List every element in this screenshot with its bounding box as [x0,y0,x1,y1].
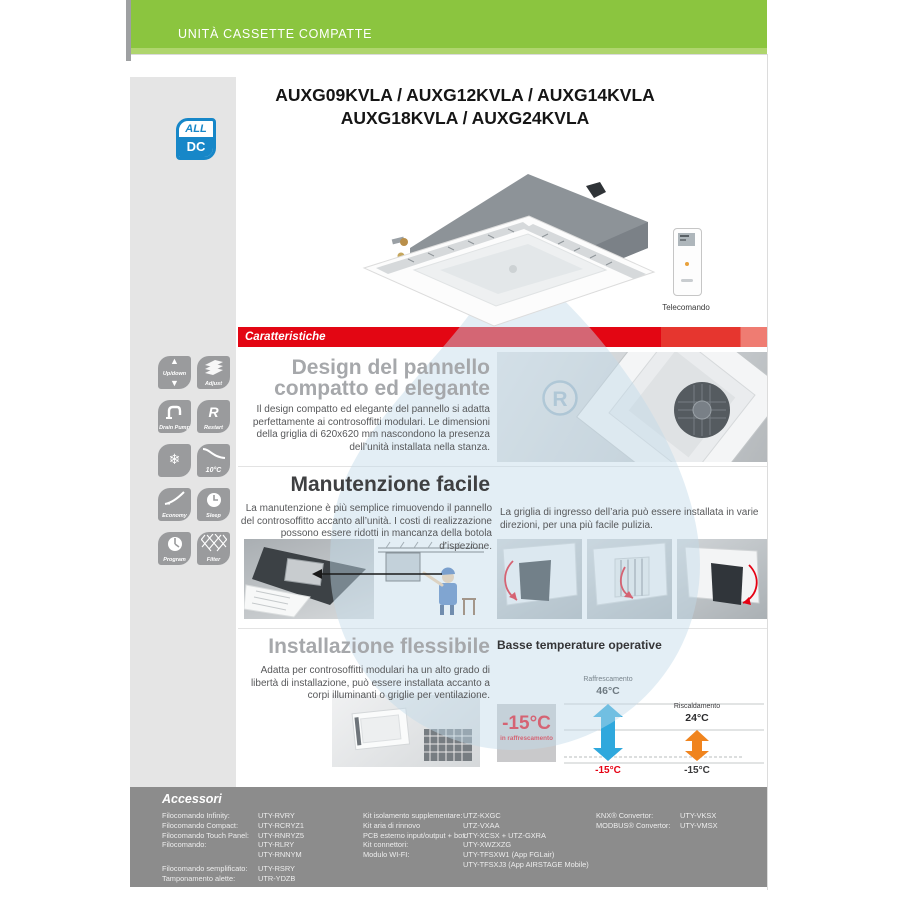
heating-max-label: 24°C [685,712,709,724]
category-title: UNITÀ CASSETTE COMPATTE [178,27,373,41]
remote-button-secondary [681,279,693,282]
installation-body: Adatta per controsoffitti modulari ha un alto grado di libertà di installazione, può essere installata accanto a corpi illuminanti o griglie per ventilazione. [250,665,490,702]
section-installation [238,628,767,783]
accessories-column-2 [363,811,589,870]
design-heading: Design del pannello compatto ed elegante [274,356,490,400]
accessory-code: UTY-TFSXW1 (App FGLair) [463,850,555,860]
accessory-row [162,840,304,850]
all-dc-badge-all: ALL [185,123,207,135]
accessory-label: Filocomando semplificato: [162,863,248,873]
accessory-label: Filocomando Infinity: [162,811,230,820]
maintenance-heading: Manutenzione facile [290,473,490,496]
model-title [200,84,730,130]
accessory-code: UTZ-KXGC [463,811,501,820]
all-dc-badge-dc: DC [179,137,213,157]
low-temp-value: -15°C [502,713,551,734]
features-banner-title: Caratteristiche [245,331,326,343]
category-banner [131,0,767,54]
accessory-row [596,821,718,831]
cassette-unit-photo [348,156,670,328]
accessory-row [363,850,589,860]
accessories-column-3 [596,811,718,831]
accessory-code: UTY-VMSX [680,820,718,830]
sleep-timer-icon: Sleep [197,488,230,521]
remote-control-photo [673,228,702,296]
accessory-code: UTY-RVRY [258,811,295,820]
accessory-row [162,874,304,884]
accessory-label: PCB esterno input/output + box: [363,830,468,840]
cooling-min-label: -15°C [595,765,621,776]
section-design [238,348,767,466]
accessory-row [162,821,304,831]
accessory-code: UTZ-VXAA [463,820,500,830]
accessory-code: UTY-TFSXJ3 (App AIRSTAGE Mobile) [463,859,589,869]
cooling-range-arrow [593,704,623,761]
accessory-row [363,821,589,831]
accessory-row [162,811,304,821]
drain-pump-icon: Drain Pump [158,400,191,433]
feature-icon-grid [158,356,234,565]
accessory-label: Kit aria di rinnovo [363,820,421,830]
accessory-code: UTY-RNNYM [258,850,302,860]
heating-range-arrow [685,730,709,761]
accessory-row [363,840,589,850]
accessory-label: Modulo WI-FI: [363,850,410,860]
maintenance-body-right: La griglia di ingresso dell’aria può essere installata in varie direzioni, per una più facile pulizia. [500,507,759,531]
panel-pointer-arrow [310,566,446,582]
accessory-code: UTR-YDZB [258,873,296,883]
cooling-series-label: Raffrescamento [583,676,633,683]
installation-heading: Installazione flessibile [268,635,490,658]
accessory-label: Tamponamento alette: [162,873,236,883]
remote-button [685,262,689,266]
auto-restart-icon: R Restart [197,400,230,433]
accessory-label: Filocomando: [162,840,207,850]
program-timer-icon: Program [158,532,191,565]
accessory-row [162,864,304,874]
defrost-fan-icon: ❄ [158,444,191,477]
accessories-footer [130,787,767,887]
accessory-label: Kit isolamento supplementare: [363,811,463,820]
section-maintenance [238,466,767,629]
svg-text:R: R [552,388,568,411]
accessories-heading: Accessori [162,792,222,806]
grille-direction-photo-right [677,539,767,619]
economy-icon: Economy [158,488,191,521]
accessory-label: MODBUS® Convertor: [596,820,671,830]
accessories-column-1 [162,811,304,884]
accessory-code: UTY-RNRYZ5 [258,830,304,840]
accessory-code: UTY-RSRY [258,863,295,873]
adjust-louver-icon: Adjust [197,356,230,389]
cooling-max-label: 46°C [596,685,620,697]
accessory-code: UTY-XCSX + UTZ-GXRA [463,830,546,840]
accessory-label: Filocomando Compact: [162,820,238,830]
maintenance-body-left: La manutenzione è più semplice rimuovendo il pannello del controsoffitto accanto all’unità. I costi di realizzazione possono essere ridotti in mancanza della botola d’ispezione. [240,503,492,552]
operating-range-chart [560,673,768,783]
remote-caption: Telecomando [662,303,710,312]
accessory-label: Filocomando Touch Panel: [162,830,249,840]
model-title-line1: AUXG09KVLA / AUXG12KVLA / AUXG14KVLA [275,85,655,105]
accessory-row [363,860,589,870]
accessory-label: Kit connettori: [363,840,409,850]
accessory-label: KNX® Convertor: [596,811,654,820]
remote-display [678,233,695,246]
heating-min-label: -15°C [684,765,710,776]
accessory-code: UTY-RLRY [258,840,295,850]
grille-direction-photo-center [587,539,672,619]
feature-sidebar [130,77,236,787]
design-body: Il design compatto ed elegante del pannello si adatta perfettamente ai controsoffitti modulari. Le dimensioni della griglia di 620x620 mm nascondono la presenza dell’unità installata nella stanza. [252,404,490,453]
low-temp-caption: in raffrescamento [500,735,553,742]
accessory-row [162,831,304,841]
accessory-row [596,811,718,821]
low-temp-highlight [497,704,556,762]
accessory-row [363,831,589,841]
heating-10c-icon: 10°C [197,444,230,477]
filter-icon: Filter [197,532,230,565]
heating-series-label: Riscaldamento [673,703,721,710]
low-temp-title: Basse temperature operative [497,638,662,652]
accessory-code: UTY-VKSX [680,811,717,820]
features-banner [238,327,767,347]
accessory-row [363,811,589,821]
accessory-code: UTY-XWZXZG [463,840,512,850]
accessory-row [162,850,304,860]
ceiling-installation-photo [332,695,480,767]
grille-direction-photo-left [497,539,582,619]
up-down-icon: ▲ Up/down ▼ [158,356,191,389]
model-title-line2: AUXG18KVLA / AUXG24KVLA [340,108,590,128]
accessory-code: UTY-RCRYZ1 [258,820,304,830]
design-panel-photo [497,352,767,462]
